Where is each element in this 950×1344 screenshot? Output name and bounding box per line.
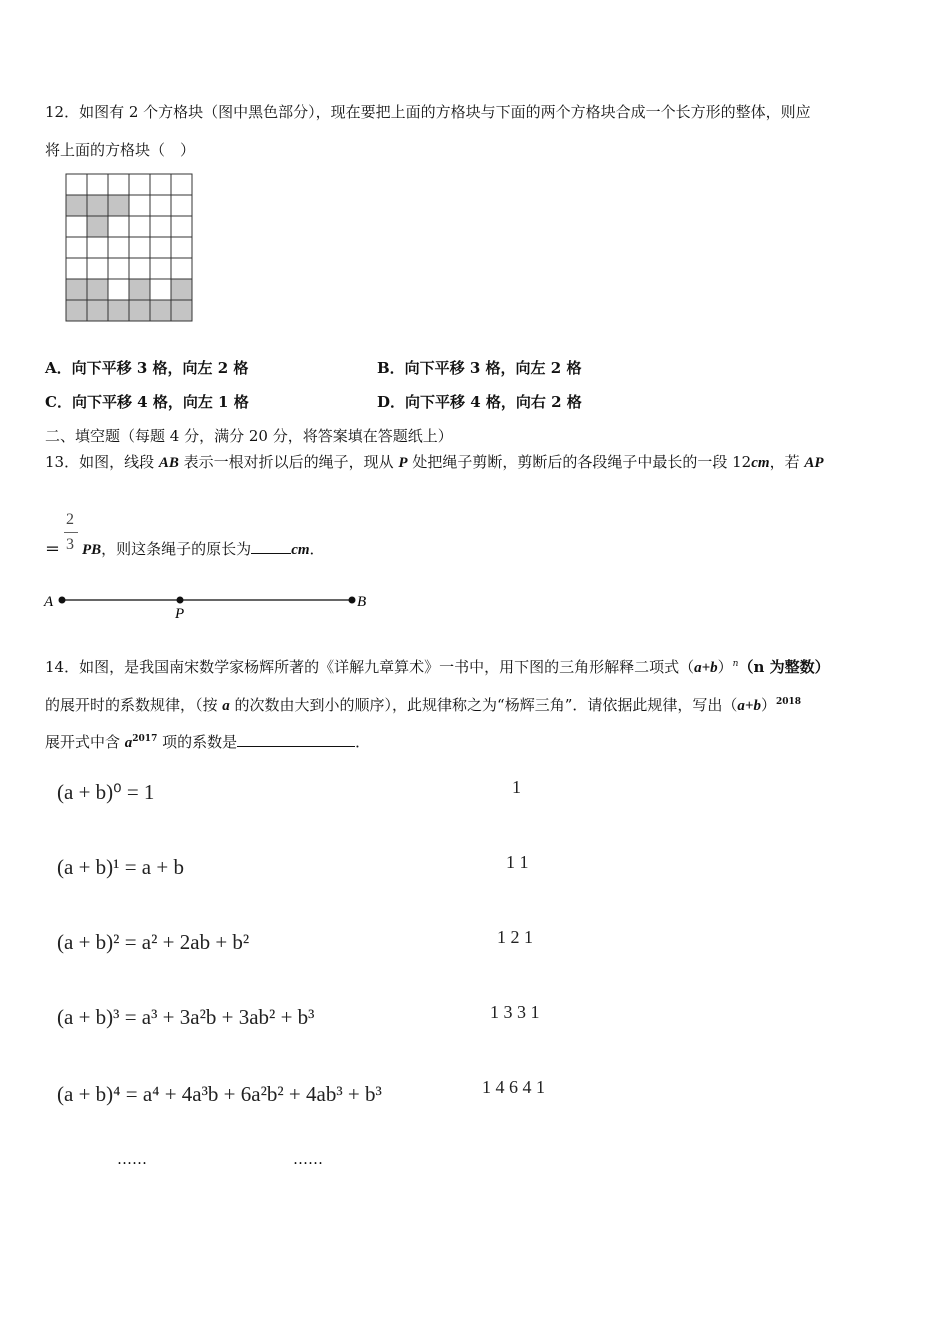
label-p: P xyxy=(175,606,185,622)
grid-cell xyxy=(129,258,150,279)
grid-cell xyxy=(171,216,192,237)
grid-cell-shaded xyxy=(150,300,171,321)
grid-cell xyxy=(129,216,150,237)
q14-text-8: 项的系数是 xyxy=(157,733,238,751)
grid-cell xyxy=(150,237,171,258)
ellipsis-right: …… xyxy=(293,1150,323,1168)
grid-cell xyxy=(87,237,108,258)
q14-line1 xyxy=(45,656,830,677)
q13-frac-bar xyxy=(64,532,78,533)
grid-cell-shaded xyxy=(87,216,108,237)
q13-line1 xyxy=(45,451,824,472)
grid-cell xyxy=(66,174,87,195)
grid-cell xyxy=(129,174,150,195)
grid-cell-shaded xyxy=(66,279,87,300)
q12-option-d: D．向下平移 4 格，向右 2 格 xyxy=(377,393,582,411)
q14-answer-blank[interactable] xyxy=(237,746,355,747)
q12-option-a: A．向下平移 3 格，向左 2 格 xyxy=(45,359,249,377)
q14-exp-n: n xyxy=(732,659,739,669)
grid-cell xyxy=(108,216,129,237)
coef-row-1: 1 1 xyxy=(506,852,529,872)
q12-line2: 将上面的方格块（ ） xyxy=(45,141,196,159)
grid-cell xyxy=(171,174,192,195)
q14-expr-ab-2: a+b xyxy=(737,698,761,714)
grid-cell xyxy=(129,237,150,258)
grid-cell-shaded xyxy=(87,300,108,321)
q14-expr-ab: a+b xyxy=(694,660,718,676)
q14-text-5: 的次数由大到小的顺序），此规律称之为“杨辉三角”．请依据此规律，写出（ xyxy=(229,696,738,714)
grid-cell-shaded xyxy=(129,300,150,321)
q13-line2 xyxy=(82,538,325,559)
grid-cell xyxy=(108,237,129,258)
point-a xyxy=(59,597,66,604)
q14-line3 xyxy=(45,731,370,752)
grid-cell xyxy=(108,174,129,195)
grid-cell-shaded xyxy=(171,279,192,300)
q13-segment-figure xyxy=(40,585,380,625)
q13-equals: ＝ xyxy=(45,540,61,558)
q13-text-5: ，则这条绳子的原长为 xyxy=(101,540,252,558)
section-heading: 二、填空题（每题 4 分，满分 20 分，将答案填在答题纸上） xyxy=(45,427,453,445)
grid-cell-shaded xyxy=(87,195,108,216)
grid-cell xyxy=(87,174,108,195)
q12-option-c: C．向下平移 4 格，向左 1 格 xyxy=(45,393,249,411)
q14-text-1: 14．如图，是我国南宋数学家杨辉所著的《详解九章算术》一书中，用下图的三角形解释二项式（ xyxy=(45,658,695,676)
q13-var-ab: AB xyxy=(158,455,179,471)
grid-cell xyxy=(150,258,171,279)
grid-cell-shaded xyxy=(171,300,192,321)
q14-text-2: ） xyxy=(717,658,733,676)
q12-option-b: B．向下平移 3 格，向左 2 格 xyxy=(377,359,582,377)
grid-cell xyxy=(108,279,129,300)
q13-var-ap: AP xyxy=(804,455,824,471)
q14-period: ． xyxy=(355,733,371,751)
coef-row-3: 1 3 3 1 xyxy=(490,1002,540,1022)
formula-row-4: (a + b)⁴ = a⁴ + 4a³b + 6a²b² + 4ab³ + b³ xyxy=(57,1082,382,1106)
coef-row-0: 1 xyxy=(512,777,521,797)
q13-answer-blank[interactable] xyxy=(251,553,291,554)
grid-cell xyxy=(150,174,171,195)
grid-cell xyxy=(66,237,87,258)
grid-cell xyxy=(171,237,192,258)
q12-line1: 12．如图有 2 个方格块（图中黑色部分），现在要把上面的方格块与下面的两个方格块合成一个长方形的整体，则应 xyxy=(45,103,811,121)
q13-unit: cm xyxy=(291,542,310,558)
grid-cell-shaded xyxy=(87,279,108,300)
ellipsis-left: …… xyxy=(117,1150,147,1168)
label-b: B xyxy=(357,594,367,610)
grid-cell-shaded xyxy=(66,195,87,216)
formula-row-2: (a + b)² = a² + 2ab + b² xyxy=(57,930,250,954)
q13-unit-cm: cm xyxy=(751,455,770,471)
grid-cell xyxy=(108,258,129,279)
q14-line2 xyxy=(45,694,801,715)
q14-text-6: ） xyxy=(760,696,776,714)
grid-cell-shaded xyxy=(108,195,129,216)
grid-cell xyxy=(150,216,171,237)
q13-frac-denominator: 3 xyxy=(66,536,74,553)
formula-row-0: (a + b)⁰ = 1 xyxy=(57,780,155,804)
point-p xyxy=(177,597,184,604)
q14-var-a-2: a xyxy=(124,735,133,751)
q14-text-4: 的展开时的系数规律，（按 xyxy=(45,696,223,714)
grid-cell xyxy=(129,195,150,216)
grid-cell-shaded xyxy=(129,279,150,300)
q13-text-1: 13．如图，线段 xyxy=(45,453,159,471)
q14-exp-2017: 2017 xyxy=(132,734,158,744)
grid-cell xyxy=(171,195,192,216)
formula-row-1: (a + b)¹ = a + b xyxy=(57,855,184,879)
coef-row-2: 1 2 1 xyxy=(497,927,533,947)
q13-var-p: P xyxy=(398,455,408,471)
q14-exp-2018: 2018 xyxy=(775,697,802,707)
point-b xyxy=(349,597,356,604)
q13-text-2: 表示一根对折以后的绳子，现从 xyxy=(178,453,399,471)
q13-text-3: 处把绳子剪断，剪断后的各段绳子中最长的一段 12 xyxy=(407,453,752,471)
q14-text-3: （n 为整数） xyxy=(738,658,830,676)
formula-row-3: (a + b)³ = a³ + 3a²b + 3ab² + b³ xyxy=(57,1005,315,1029)
q12-grid-figure xyxy=(65,173,193,322)
grid-cell xyxy=(66,216,87,237)
q13-text-4: ，若 xyxy=(769,453,805,471)
q14-text-7: 展开式中含 xyxy=(45,733,125,751)
grid-cell xyxy=(66,258,87,279)
grid-cell xyxy=(171,258,192,279)
q14-var-a: a xyxy=(222,698,230,714)
q13-period: ． xyxy=(309,540,325,558)
grid-cell xyxy=(150,195,171,216)
grid-cell xyxy=(87,258,108,279)
q13-frac-numerator: 2 xyxy=(66,511,74,528)
grid-cell-shaded xyxy=(108,300,129,321)
label-a: A xyxy=(44,594,54,610)
q13-var-pb: PB xyxy=(82,542,102,558)
coef-row-4: 1 4 6 4 1 xyxy=(482,1077,545,1097)
grid-cell xyxy=(150,279,171,300)
grid-cell-shaded xyxy=(66,300,87,321)
